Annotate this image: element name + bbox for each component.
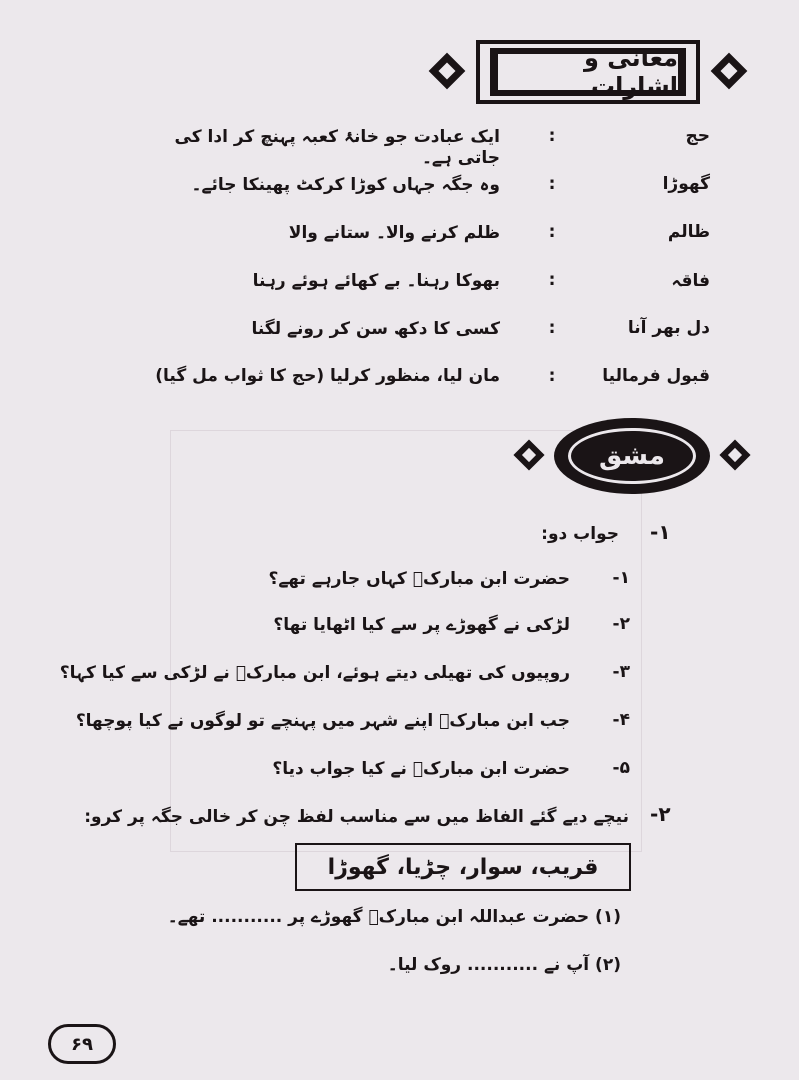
sub-question bbox=[100, 568, 630, 608]
exercise-title: مشق bbox=[568, 428, 696, 484]
diamond-ornament-icon bbox=[513, 439, 544, 470]
fill-in-blank: (۲) آپ نے ........... روک لیا۔ bbox=[387, 955, 621, 975]
glossary-list bbox=[150, 126, 710, 414]
glossary-row bbox=[150, 222, 710, 270]
sub-question-number: ۵- bbox=[612, 758, 630, 778]
glossary-separator: : bbox=[548, 174, 556, 194]
glossary-row bbox=[150, 126, 710, 174]
sub-question-number: ۴- bbox=[612, 710, 630, 730]
section-title: معانی و اشارات bbox=[498, 54, 678, 90]
sub-question-number: ۳- bbox=[612, 662, 630, 682]
exercise-header-ornament bbox=[514, 414, 750, 498]
glossary-separator: : bbox=[548, 270, 556, 290]
glossary-word: ظالم bbox=[667, 222, 710, 242]
sub-question-text: جب ابن مبارکؒ اپنے شہر میں پہنچے تو لوگوں نے کیا پوچھا؟ bbox=[75, 711, 570, 731]
glossary-word: قبول فرمالیا bbox=[602, 366, 710, 386]
glossary-definition: مان لیا، منظور کرلیا (حج کا ثواب مل گیا) bbox=[155, 366, 500, 386]
glossary-definition: ظلم کرنے والا۔ ستانے والا bbox=[288, 223, 500, 243]
fill-in-blank: (۱) حضرت عبداللہ ابن مبارکؒ گھوڑے پر ........... تھے۔ bbox=[167, 907, 621, 927]
glossary-separator: : bbox=[548, 366, 556, 386]
question-number: ۱- bbox=[650, 520, 671, 544]
glossary-row bbox=[150, 366, 710, 414]
question-heading: جواب دو: bbox=[541, 524, 619, 544]
section-header-ornament bbox=[428, 36, 748, 108]
sub-question-text: لڑکی نے گھوڑے پر سے کیا اٹھایا تھا؟ bbox=[273, 615, 570, 635]
glossary-separator: : bbox=[548, 222, 556, 242]
sub-question-number: ۱- bbox=[612, 568, 630, 588]
glossary-word: دل بھر آنا bbox=[627, 318, 710, 338]
sub-question bbox=[59, 662, 630, 702]
word-bank-box: قریب، سوار، چڑیا، گھوڑا bbox=[295, 843, 631, 891]
question-number: ۲- bbox=[650, 802, 671, 826]
question-heading: نیچے دیے گئے الفاظ میں سے مناسب لفظ چن کر خالی جگہ پر کرو: bbox=[84, 807, 629, 827]
glossary-word: گھوڑا bbox=[662, 174, 710, 194]
diamond-ornament-icon bbox=[711, 53, 748, 90]
glossary-definition: بھوکا رہنا۔ بے کھائے ہوئے رہنا bbox=[252, 271, 500, 291]
sub-question bbox=[100, 758, 630, 798]
glossary-definition: ایک عبادت جو خانۂ کعبہ پہنچ کر ادا کی جاتی ہے۔ bbox=[174, 127, 500, 168]
diamond-ornament-icon bbox=[429, 53, 466, 90]
glossary-word: فاقہ bbox=[671, 271, 710, 291]
sub-question-text: روپیوں کی تھیلی دیتے ہوئے، ابن مبارکؒ نے لڑکی سے کیا کہا؟ bbox=[59, 663, 570, 683]
glossary-row bbox=[150, 174, 710, 222]
sub-question-text: حضرت ابن مبارکؒ کہاں جارہے تھے؟ bbox=[268, 569, 570, 589]
glossary-separator: : bbox=[548, 318, 556, 338]
glossary-word: حج bbox=[685, 126, 710, 146]
glossary-row bbox=[150, 318, 710, 366]
glossary-row bbox=[150, 270, 710, 318]
sub-question bbox=[75, 710, 630, 750]
glossary-separator: : bbox=[548, 126, 556, 146]
sub-question-number: ۲- bbox=[612, 614, 630, 634]
sub-question-text: حضرت ابن مبارکؒ نے کیا جواب دیا؟ bbox=[272, 759, 570, 779]
glossary-definition: کسی کا دکھ سن کر رونے لگنا bbox=[251, 319, 500, 339]
page-number: ۶۹ bbox=[48, 1024, 116, 1064]
diamond-ornament-icon bbox=[719, 439, 750, 470]
sub-question bbox=[100, 614, 630, 654]
glossary-definition: وہ جگہ جہاں کوڑا کرکٹ پھینکا جائے۔ bbox=[191, 175, 500, 195]
